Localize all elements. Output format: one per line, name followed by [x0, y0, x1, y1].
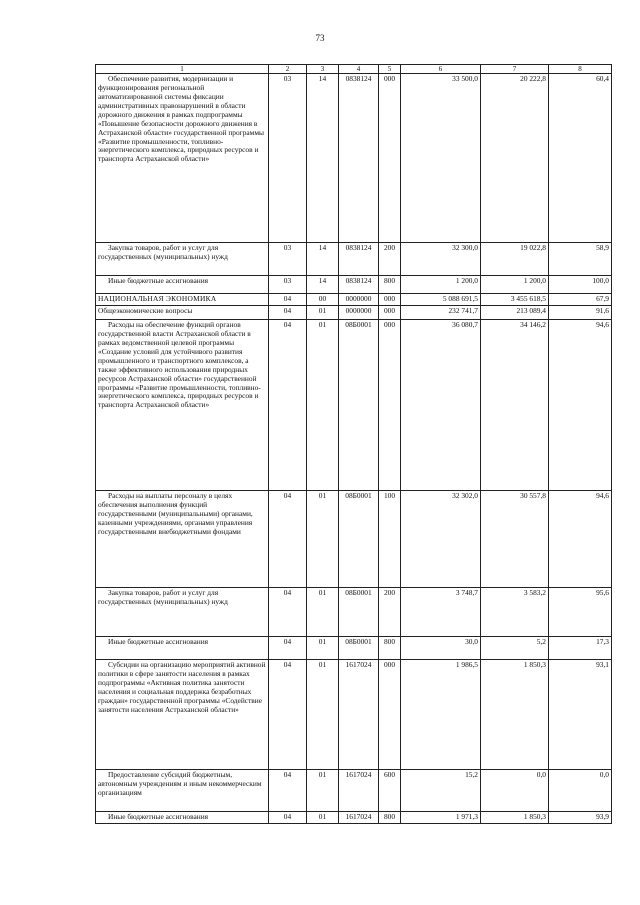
cell-subsection: 14 [307, 276, 339, 294]
cell-target-article: 1617024 [339, 770, 379, 812]
column-header: 8 [549, 65, 612, 74]
cell-section: 04 [269, 588, 307, 637]
cell-percent: 94,6 [549, 320, 612, 491]
table-row [96, 306, 612, 320]
cell-target-article: 0838124 [339, 74, 379, 243]
cell-target-article: 08Б0001 [339, 588, 379, 637]
table-row [96, 294, 612, 306]
cell-expense-type: 000 [379, 294, 401, 306]
row-name: Иные бюджетные ассигнования [96, 812, 269, 824]
table-row [96, 276, 612, 294]
row-name: Субсидии на организацию мероприятий активной политики в сфере занятости населения в рамках подпрограммы «Активная политика занятости населения и социальная поддержка безработных граждан» государственной программы «Содействие занятости населения Астраханской области» [96, 660, 269, 770]
cell-target-article: 08Б0001 [339, 491, 379, 588]
page-number: 73 [315, 33, 325, 43]
cell-executed: 1 200,0 [481, 276, 549, 294]
cell-percent: 94,6 [549, 491, 612, 588]
cell-percent: 0,0 [549, 770, 612, 812]
cell-planned: 32 302,0 [401, 491, 481, 588]
column-number-row [96, 65, 612, 74]
cell-planned: 5 088 691,5 [401, 294, 481, 306]
cell-section: 03 [269, 243, 307, 276]
cell-subsection: 14 [307, 243, 339, 276]
cell-expense-type: 000 [379, 660, 401, 770]
cell-subsection: 01 [307, 588, 339, 637]
cell-section: 04 [269, 306, 307, 320]
cell-target-article: 0838124 [339, 276, 379, 294]
column-header: 5 [379, 65, 401, 74]
cell-executed: 1 850,3 [481, 660, 549, 770]
row-name: Закупка товаров, работ и услуг для государственных (муниципальных) нужд [96, 588, 269, 637]
table-row [96, 491, 612, 588]
cell-target-article: 0000000 [339, 306, 379, 320]
cell-subsection: 01 [307, 491, 339, 588]
column-header: 7 [481, 65, 549, 74]
cell-section: 03 [269, 74, 307, 243]
cell-executed: 5,2 [481, 637, 549, 660]
cell-subsection: 01 [307, 812, 339, 824]
column-header: 3 [307, 65, 339, 74]
table-row [96, 243, 612, 276]
row-name: Закупка товаров, работ и услуг для государственных (муниципальных) нужд [96, 243, 269, 276]
cell-percent: 95,6 [549, 588, 612, 637]
cell-subsection: 00 [307, 294, 339, 306]
cell-section: 04 [269, 770, 307, 812]
cell-section: 04 [269, 320, 307, 491]
table-row [96, 74, 612, 243]
cell-executed: 1 850,3 [481, 812, 549, 824]
cell-expense-type: 000 [379, 320, 401, 491]
cell-expense-type: 200 [379, 243, 401, 276]
cell-expense-type: 800 [379, 637, 401, 660]
cell-percent: 93,9 [549, 812, 612, 824]
cell-planned: 33 500,0 [401, 74, 481, 243]
cell-expense-type: 000 [379, 74, 401, 243]
cell-planned: 1 971,3 [401, 812, 481, 824]
cell-executed: 19 022,8 [481, 243, 549, 276]
cell-section: 04 [269, 812, 307, 824]
budget-table [95, 64, 612, 824]
cell-subsection: 01 [307, 660, 339, 770]
cell-percent: 91,6 [549, 306, 612, 320]
cell-subsection: 01 [307, 306, 339, 320]
table-row [96, 770, 612, 812]
cell-planned: 1 200,0 [401, 276, 481, 294]
cell-subsection: 01 [307, 320, 339, 491]
cell-section: 04 [269, 491, 307, 588]
cell-planned: 32 300,0 [401, 243, 481, 276]
cell-planned: 30,0 [401, 637, 481, 660]
cell-section: 04 [269, 660, 307, 770]
cell-percent: 60,4 [549, 74, 612, 243]
cell-expense-type: 200 [379, 588, 401, 637]
table-row [96, 320, 612, 491]
row-name: НАЦИОНАЛЬНАЯ ЭКОНОМИКА [96, 294, 269, 306]
row-name: Обеспечение развития, модернизации и функционирования региональной автоматизированной системы фиксации административных правонарушений в области дорожного движения в рамках подпрограммы «Повышение безопасности дорожного движения в Астраханской области» государственной программы «Развитие промышленности, топливно-энергетического комплекса, природных ресурсов и транспорта Астраханской области» [96, 74, 269, 243]
cell-planned: 232 741,7 [401, 306, 481, 320]
table-row [96, 588, 612, 637]
cell-planned: 36 080,7 [401, 320, 481, 491]
row-name: Общеэкономические вопросы [96, 306, 269, 320]
cell-subsection: 01 [307, 637, 339, 660]
cell-expense-type: 800 [379, 812, 401, 824]
cell-subsection: 01 [307, 770, 339, 812]
cell-section: 04 [269, 294, 307, 306]
cell-target-article: 0838124 [339, 243, 379, 276]
cell-percent: 58,9 [549, 243, 612, 276]
cell-expense-type: 800 [379, 276, 401, 294]
cell-executed: 3 455 618,5 [481, 294, 549, 306]
column-header: 6 [401, 65, 481, 74]
cell-percent: 17,3 [549, 637, 612, 660]
cell-target-article: 08Б0001 [339, 320, 379, 491]
column-header: 1 [96, 65, 269, 74]
cell-percent: 93,1 [549, 660, 612, 770]
cell-expense-type: 100 [379, 491, 401, 588]
table-row [96, 637, 612, 660]
cell-percent: 100,0 [549, 276, 612, 294]
cell-executed: 0,0 [481, 770, 549, 812]
table-row [96, 660, 612, 770]
cell-planned: 1 986,5 [401, 660, 481, 770]
cell-executed: 34 146,2 [481, 320, 549, 491]
column-header: 4 [339, 65, 379, 74]
cell-subsection: 14 [307, 74, 339, 243]
cell-section: 04 [269, 637, 307, 660]
cell-target-article: 0000000 [339, 294, 379, 306]
cell-section: 03 [269, 276, 307, 294]
row-name: Иные бюджетные ассигнования [96, 637, 269, 660]
cell-executed: 3 583,2 [481, 588, 549, 637]
cell-target-article: 1617024 [339, 660, 379, 770]
table-row [96, 812, 612, 824]
row-name: Расходы на выплаты персоналу в целях обеспечения выполнения функций государственными (муниципальными) органами, казенными учреждениями, органами управления государственными внебюджетными фондами [96, 491, 269, 588]
cell-planned: 3 748,7 [401, 588, 481, 637]
row-name: Расходы на обеспечение функций органов государственной власти Астраханской области в рамках ведомственной целевой программы «Создание условий для устойчивого развития промышленного и транспортного комплексов, а также эффективного использования природных ресурсов Астраханской области» государственной программы «Развитие промышленности, топливно-энергетического комплекса, природных ресурсов и транспорта Астраханской области» [96, 320, 269, 491]
cell-target-article: 08Б0001 [339, 637, 379, 660]
column-header: 2 [269, 65, 307, 74]
cell-expense-type: 600 [379, 770, 401, 812]
row-name: Предоставление субсидий бюджетным, автономным учреждениям и иным некоммерческим организациям [96, 770, 269, 812]
cell-expense-type: 000 [379, 306, 401, 320]
cell-executed: 213 089,4 [481, 306, 549, 320]
cell-planned: 15,2 [401, 770, 481, 812]
cell-executed: 30 557,8 [481, 491, 549, 588]
cell-percent: 67,9 [549, 294, 612, 306]
cell-target-article: 1617024 [339, 812, 379, 824]
cell-executed: 20 222,8 [481, 74, 549, 243]
row-name: Иные бюджетные ассигнования [96, 276, 269, 294]
